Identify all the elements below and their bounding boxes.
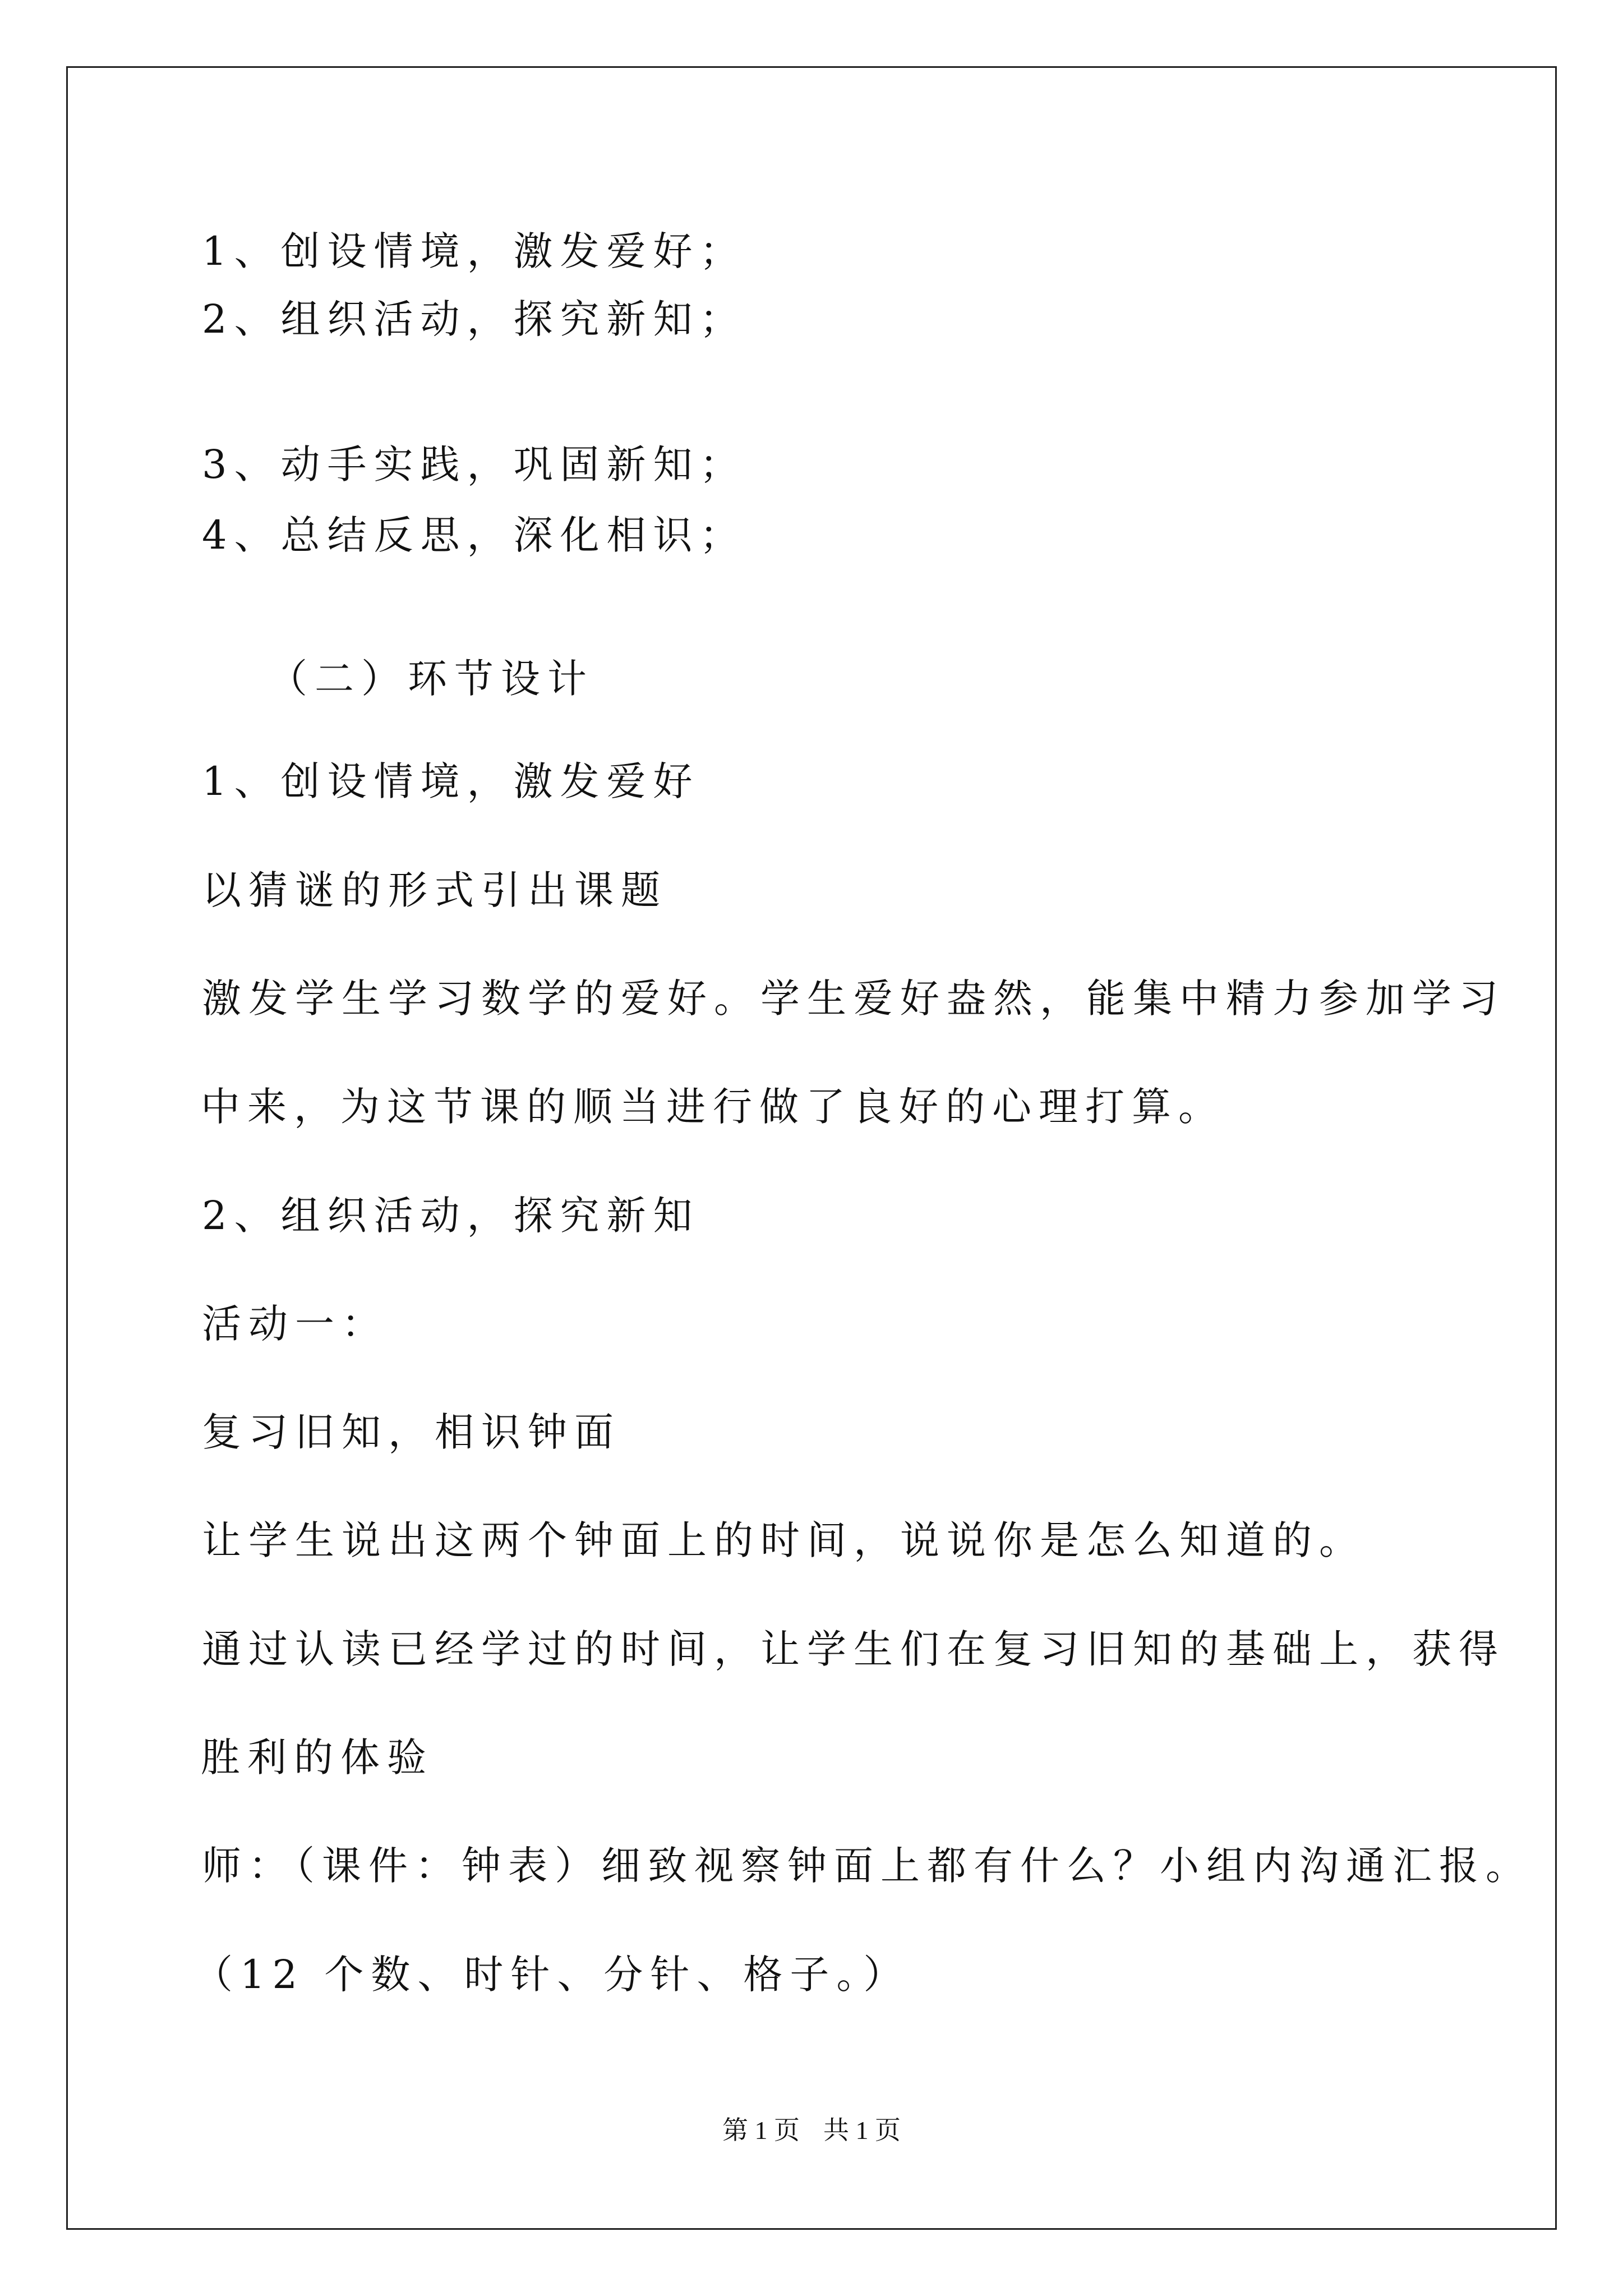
step-heading-2: 2、组织活动，探究新知 bbox=[202, 1193, 700, 1239]
step-heading-1: 1、创设情境，激发爱好 bbox=[202, 758, 700, 804]
paragraph-continuation: 胜利的体验 bbox=[201, 1734, 434, 1780]
outline-item-2: 2、组织活动，探究新知； bbox=[202, 296, 746, 342]
paragraph-continuation: 中来，为这节课的顺当进行做了良好的心理打算。 bbox=[201, 1084, 1225, 1130]
paragraph: 以猜谜的形式引出课题 bbox=[202, 867, 667, 913]
page-number: 第 1 页 bbox=[722, 2116, 800, 2145]
outline-item-3: 3、动手实践，巩固新知； bbox=[202, 441, 746, 487]
outline-item-1: 1、创设情境，激发爱好； bbox=[202, 228, 746, 274]
outline-item-4: 4、总结反思，深化相识； bbox=[202, 512, 746, 558]
page-footer bbox=[0, 2118, 1623, 2143]
page-border bbox=[66, 66, 1557, 2230]
paragraph: 通过认读已经学过的时间，让学生们在复习旧知的基础上，获得 bbox=[202, 1626, 1505, 1672]
activity-title: 复习旧知，相识钟面 bbox=[202, 1409, 621, 1455]
page-total: 共 1 页 bbox=[823, 2116, 901, 2145]
paragraph-continuation: （12 个数、时针、分针、格子。） bbox=[193, 1952, 910, 1998]
paragraph: 激发学生学习数学的爱好。学生爱好盎然，能集中精力参加学习 bbox=[202, 976, 1505, 1022]
activity-label: 活动一： bbox=[202, 1301, 388, 1347]
paragraph: 师：（课件：钟表）细致视察钟面上都有什么？小组内沟通汇报。 bbox=[202, 1843, 1532, 1889]
paragraph: 让学生说出这两个钟面上的时间，说说你是怎么知道的。 bbox=[202, 1517, 1366, 1563]
section-heading: （二）环节设计 bbox=[268, 656, 594, 702]
